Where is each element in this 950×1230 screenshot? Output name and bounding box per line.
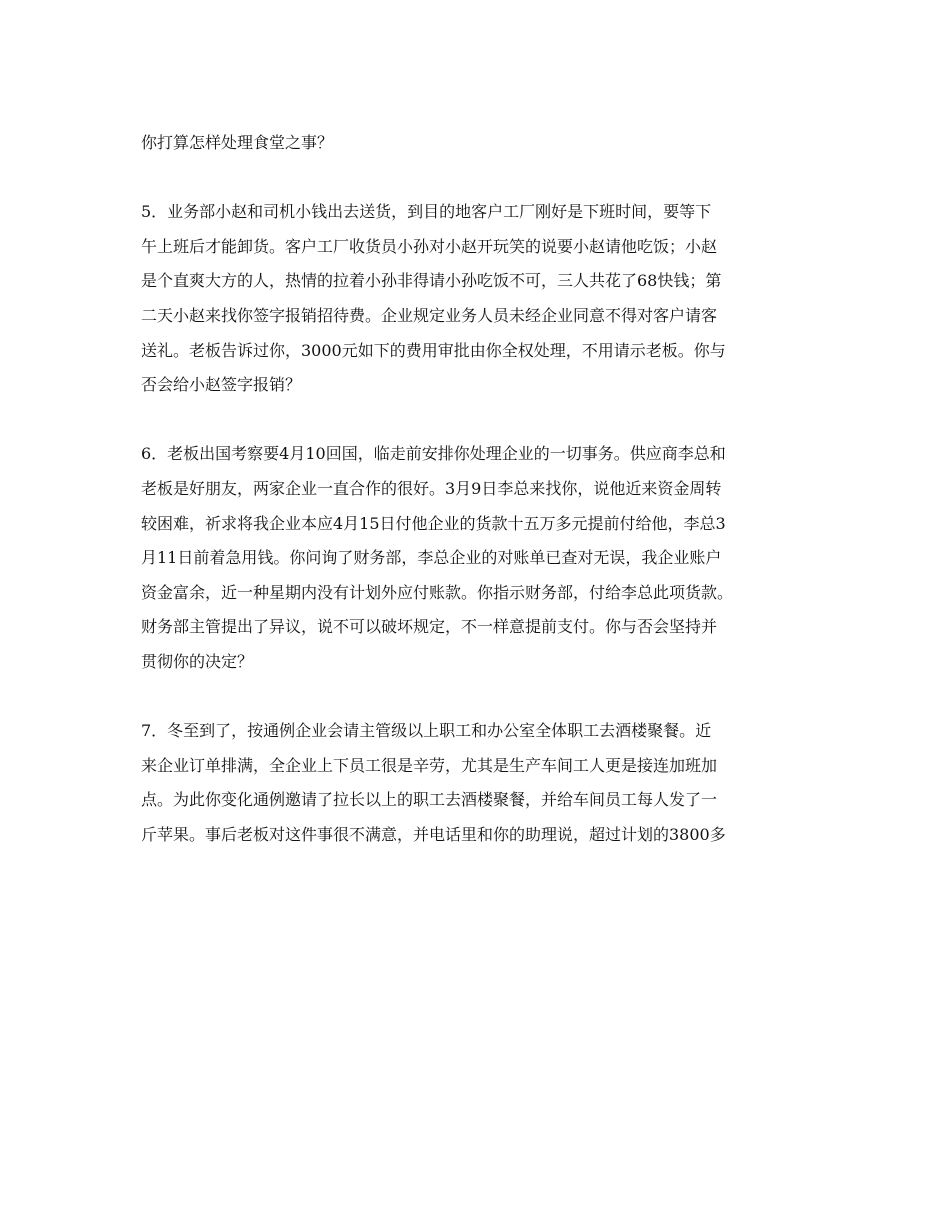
text-line: 是个直爽大方的人，热情的拉着小孙非得请小孙吃饭不可，三人共花了68快钱；第 xyxy=(141,271,722,291)
paragraph-canteen-question xyxy=(141,126,831,161)
text-line: 资金富余，近一种星期内没有计划外应付账款。你指示财务部，付给李总此项货款。 xyxy=(141,582,734,602)
text-line: 你打算怎样处理食堂之事？ xyxy=(141,133,334,152)
text-line: 午上班后才能卸货。客户工厂收货员小孙对小赵开玩笑的说要小赵请他吃饭；小赵 xyxy=(141,236,718,256)
text-line: 月11日前着急用钱。你问询了财务部，李总企业的对账单已查对无误，我企业账户 xyxy=(141,548,722,568)
text-line: 点。为此你变化通例邀请了拉长以上的职工去酒楼聚餐，并给车间员工每人发了一 xyxy=(141,790,718,810)
paragraph-question-6 xyxy=(141,437,831,679)
text-line: 来企业订单排满，全企业上下员工很是辛劳，尤其是生产车间工人更是接连加班加 xyxy=(141,755,718,775)
text-line: 否会给小赵签字报销？ xyxy=(141,375,302,395)
paragraph-question-7 xyxy=(141,714,831,852)
text-line: 财务部主管提出了异议，说不可以破坏规定，不一样意提前支付。你与否会坚持并 xyxy=(141,617,718,637)
text-line: 7．冬至到了，按通例企业会请主管级以上职工和办公室全体职工去酒楼聚餐。近 xyxy=(141,721,712,741)
text-line: 送礼。老板告诉过你，3000元如下的费用审批由你全权处理，不用请示老板。你与 xyxy=(141,340,726,360)
text-line: 斤苹果。事后老板对这件事很不满意，并电话里和你的助理说，超过计划的3800多 xyxy=(141,824,726,844)
text-line: 老板是好朋友，两家企业一直合作的很好。3月9日李总来找你，说他近来资金周转 xyxy=(141,478,722,498)
text-line: 二天小赵来找你签字报销招待费。企业规定业务人员未经企业同意不得对客户请客 xyxy=(141,305,718,325)
paragraph-question-5 xyxy=(141,195,831,403)
document-body xyxy=(141,126,831,852)
paragraph-gap xyxy=(141,161,831,196)
text-line: 贯彻你的决定？ xyxy=(141,651,254,671)
text-line: 5．业务部小赵和司机小钱出去送货，到目的地客户工厂刚好是下班时间，要等下 xyxy=(141,202,712,222)
paragraph-gap xyxy=(141,403,831,438)
text-line: 较困难，祈求将我企业本应4月15日付他企业的货款十五万多元提前付给他，李总3 xyxy=(141,513,726,533)
paragraph-gap xyxy=(141,680,831,715)
text-line: 6．老板出国考察要4月10回国，临走前安排你处理企业的一切事务。供应商李总和 xyxy=(141,444,726,464)
